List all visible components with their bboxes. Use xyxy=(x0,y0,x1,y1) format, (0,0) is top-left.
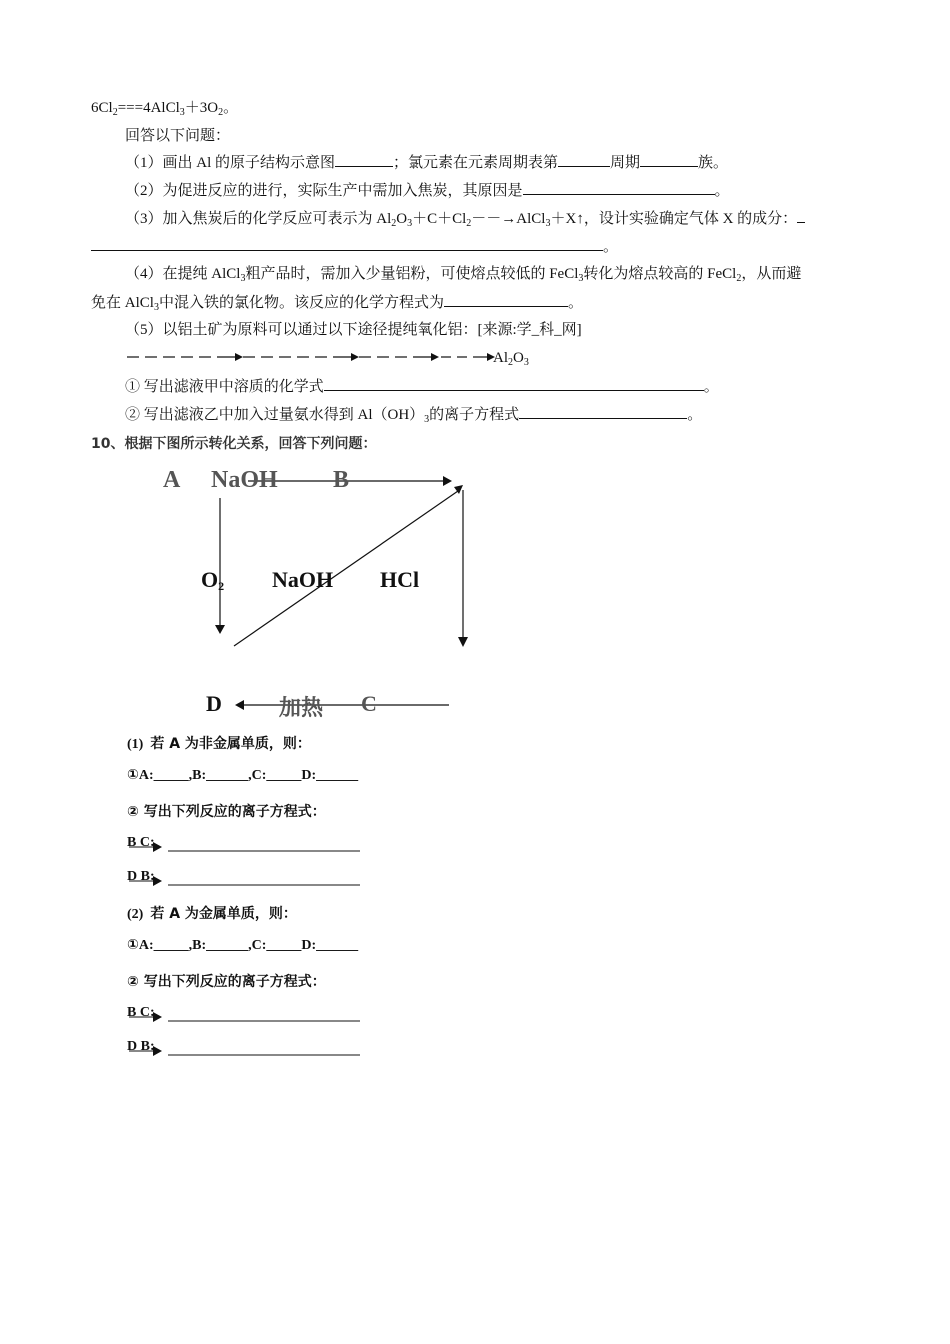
part1-d-to-b[interactable]: D B: xyxy=(127,869,155,884)
part2-title: (2) 若 A 为金属单质，则： xyxy=(127,906,297,922)
node-c: C xyxy=(361,691,377,716)
question-5: （5）以铝土矿为原料可以通过以下途径提纯氧化铝：[来源:学_科_网] xyxy=(125,322,582,338)
part2-eq-title: ② 写出下列反应的离子方程式： xyxy=(127,974,326,990)
question-5-i: ① 写出滤液甲中溶质的化学式 。 xyxy=(125,376,719,397)
arrow-d-to-b xyxy=(234,491,458,646)
part2-d-to-b[interactable]: D B: xyxy=(127,1039,155,1054)
question-3-cont: 。 xyxy=(91,236,618,257)
question-4-cont: 免在 AlCl$_3$中混入铁的氯化物。该反应的化学方程式为 。 xyxy=(91,292,583,313)
question-2: （2）为促进反应的进行，实际生产中需加入焦炭，其原因是 。 xyxy=(125,180,730,201)
question-4: （4）在提纯 AlCl$_3$粗产品时，需加入少量铝粉，可使熔点较低的 FeCl$_3$转化为熔点较高的 FeCl$_2$，从而避 xyxy=(125,266,802,284)
question-3: （3）加入焦炭后的化学反应可表示为 $Al_2O_3+C+Cl_2--\to AlCl_3+X↑$，设计实验确定气体 X 的成分： xyxy=(125,208,805,229)
node-b: B xyxy=(333,467,350,493)
arrowhead-b-c xyxy=(458,637,468,647)
part2-abcd[interactable]: ①A:_____,B:______,C:_____D:______ xyxy=(127,938,359,953)
node-d: D xyxy=(206,691,222,716)
question-5-ii: ② 写出滤液乙中加入过量氨水得到 $Al(OH)_3$的离子方程式 。 xyxy=(125,404,702,425)
arrowhead-a-d xyxy=(215,625,225,634)
arrowhead-a-b xyxy=(443,476,452,486)
question-10-title: 10、根据下图所示转化关系，回答下列问题： xyxy=(91,436,377,452)
part2-b-to-c[interactable]: B C: xyxy=(127,1005,155,1020)
label-naoh-top: NaOH xyxy=(211,467,278,493)
node-a: A xyxy=(163,467,181,493)
arrowhead-c-d xyxy=(235,700,244,710)
part1-b-to-c[interactable]: B C: xyxy=(127,835,155,850)
label-o2: $O_2$ xyxy=(201,567,225,593)
part1-eq-title: ② 写出下列反应的离子方程式： xyxy=(127,804,326,820)
intro-prompt: 回答以下问题： xyxy=(125,128,231,144)
part1-title: (1) 若 A 为非金属单质，则： xyxy=(127,736,311,752)
flow-product: $Al_2O_3$ xyxy=(493,350,529,368)
label-hcl: HCl xyxy=(380,567,420,592)
intro-equation: $6Cl_2===4AlCl_3+3O_2$。 xyxy=(91,100,239,118)
question-1: （1）画出 Al 的原子结构示意图 ；氯元素在元素周期表第 周期 族。 xyxy=(125,152,728,173)
label-naoh-mid: NaOH xyxy=(272,567,334,592)
label-heat: 加热 xyxy=(279,696,324,721)
part1-abcd[interactable]: ①A:_____,B:______,C:_____D:______ xyxy=(127,768,359,783)
